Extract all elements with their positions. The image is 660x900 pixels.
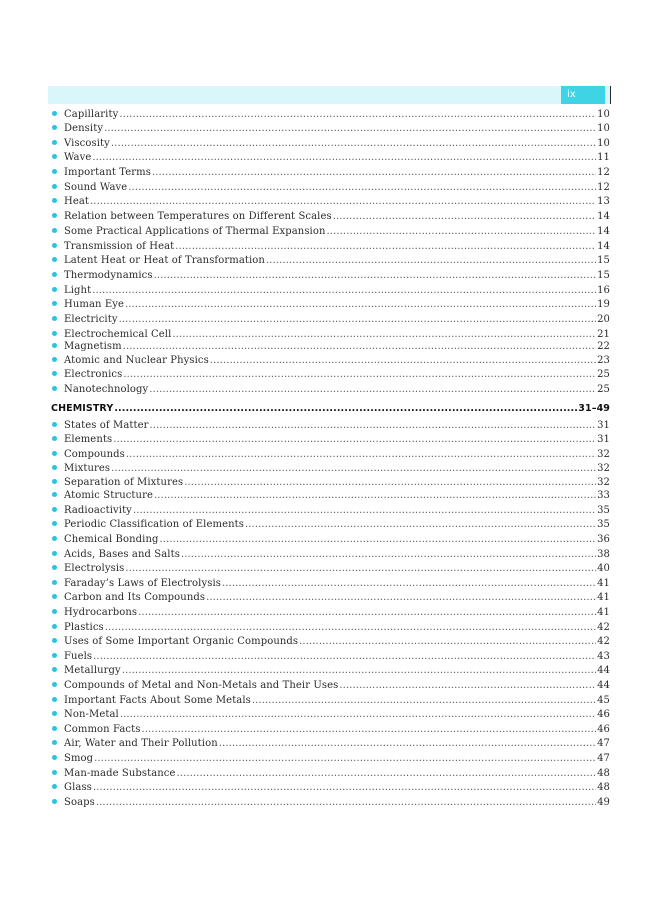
bullet-icon: [52, 638, 57, 643]
bullet-icon: [52, 436, 57, 441]
table-of-contents: [52, 107, 610, 810]
toc-entry[interactable]: [52, 462, 610, 477]
toc-entry-page: 49: [597, 796, 610, 808]
leader-dots: [125, 562, 596, 577]
leader-dots: [138, 606, 596, 621]
bullet-icon: [52, 653, 57, 658]
bullet-icon: [52, 536, 57, 541]
toc-entry[interactable]: [52, 752, 610, 767]
toc-entry[interactable]: [52, 577, 610, 592]
toc-entry-title: Density: [64, 123, 104, 134]
toc-entry[interactable]: [52, 240, 610, 255]
leader-dots: [123, 368, 596, 383]
leader-dots: [90, 195, 596, 210]
leader-dots: [93, 781, 596, 796]
toc-entry-title: Heat: [64, 196, 90, 208]
leader-dots: [222, 577, 596, 592]
leader-dots: [159, 533, 596, 548]
bullet-icon: [52, 479, 57, 484]
bullet-icon: [52, 451, 57, 456]
toc-entry-page: 46: [597, 723, 610, 735]
bullet-icon: [52, 492, 57, 497]
leader-dots: [113, 433, 596, 448]
toc-entry[interactable]: [52, 341, 610, 353]
toc-entry[interactable]: [52, 781, 610, 796]
toc-entry-title: Non-Metal: [64, 709, 119, 721]
bullet-icon: [52, 682, 57, 687]
toc-entry[interactable]: [52, 122, 610, 137]
toc-entry-title: Elements: [64, 434, 113, 446]
leader-dots: [122, 664, 596, 679]
toc-entry[interactable]: [52, 151, 610, 166]
leader-dots: [92, 151, 596, 166]
leader-dots: [120, 708, 596, 723]
toc-entry[interactable]: [52, 313, 610, 328]
toc-entry-page: 31: [597, 419, 610, 431]
toc-entry-title: Electricity: [64, 313, 118, 325]
toc-entry[interactable]: [52, 298, 610, 313]
leader-dots: [96, 796, 596, 811]
toc-entry-title: Chemical Bonding: [64, 534, 159, 546]
bullet-icon: [52, 521, 57, 526]
toc-entry-title: Uses of Some Important Organic Compounds: [64, 636, 299, 648]
toc-entry-title: Nanotechnology: [64, 383, 149, 395]
leader-dots: [128, 181, 596, 196]
toc-entry-page: 36: [597, 534, 610, 546]
toc-entry[interactable]: [52, 796, 610, 811]
toc-entry-title: Radioactivity: [64, 504, 132, 516]
page-number: ix: [567, 89, 576, 100]
toc-entry[interactable]: [52, 181, 610, 196]
leader-dots: [299, 635, 596, 650]
toc-entry[interactable]: [52, 518, 610, 533]
bullet-icon: [52, 301, 57, 306]
leader-dots: [266, 254, 596, 269]
section-pages: 31–49: [578, 402, 610, 414]
toc-entry[interactable]: [52, 254, 610, 269]
toc-entry-title: Relation between Temperatures on Different Scales: [64, 211, 332, 223]
toc-entry-title: Air, Water and Their Pollution: [64, 738, 218, 750]
toc-entry-page: 14: [597, 240, 610, 252]
bullet-icon: [52, 154, 57, 159]
toc-entry-page: 10: [597, 137, 610, 149]
bullet-icon: [52, 111, 57, 116]
toc-entry-title: Sound Wave: [64, 181, 128, 193]
section-heading-chemistry[interactable]: [51, 400, 610, 417]
bullet-icon: [52, 316, 57, 321]
section-title: CHEMISTRY: [51, 402, 114, 414]
toc-entry-page: 20: [597, 313, 610, 325]
toc-entry-page: 41: [597, 577, 610, 589]
toc-entry-title: Carbon and Its Compounds: [64, 592, 206, 604]
bullet-icon: [52, 198, 57, 203]
header-rule: [610, 86, 612, 104]
leader-dots: [93, 650, 596, 665]
bullet-icon: [52, 726, 57, 731]
toc-entry[interactable]: [52, 448, 610, 463]
leader-dots: [152, 166, 596, 181]
toc-entry-title: Important Terms: [64, 167, 151, 179]
toc-entry-title: Atomic Structure: [64, 490, 153, 502]
bullet-icon: [52, 287, 57, 292]
toc-entry[interactable]: [52, 195, 610, 210]
toc-entry-title: Glass: [64, 782, 92, 794]
leader-dots: [219, 737, 596, 752]
bullet-icon: [52, 755, 57, 760]
toc-entry-title: Hydrocarbons: [64, 607, 138, 619]
leader-dots: [111, 462, 596, 477]
leader-dots: [154, 488, 596, 504]
bullet-icon: [52, 799, 57, 804]
toc-entry-page: 14: [597, 211, 610, 223]
bullet-icon: [52, 140, 57, 145]
page-header-band: [48, 86, 611, 104]
toc-entry[interactable]: [52, 269, 610, 284]
toc-entry-page: 32: [597, 463, 610, 475]
toc-entry-page: 33: [597, 490, 610, 502]
toc-entry[interactable]: [52, 137, 610, 152]
toc-entry-title: Soaps: [64, 796, 95, 808]
toc-entry-page: 47: [597, 752, 610, 764]
toc-entry-title: Electrolysis: [64, 563, 125, 575]
toc-entry-page: 13: [597, 196, 610, 208]
toc-entry-page: 12: [597, 181, 610, 193]
toc-entry-title: Important Facts About Some Metals: [64, 694, 251, 706]
toc-entry-page: 10: [597, 109, 610, 120]
toc-entry-page: 10: [597, 123, 610, 134]
toc-entry[interactable]: [52, 225, 610, 240]
bullet-icon: [52, 551, 57, 556]
leader-dots: [339, 679, 596, 694]
leader-dots: [141, 723, 596, 738]
leader-dots: [105, 621, 596, 636]
toc-entry-page: 31: [597, 434, 610, 446]
leader-dots: [327, 225, 597, 240]
toc-entry-title: Viscosity: [64, 137, 110, 149]
toc-entry[interactable]: [52, 488, 610, 504]
toc-entry-title: Smog: [64, 752, 94, 764]
toc-entry-title: Metallurgy: [64, 665, 121, 677]
toc-entry-page: 22: [597, 341, 610, 353]
toc-entry-title: Latent Heat or Heat of Transformation: [64, 255, 265, 267]
toc-entry-title: Thermodynamics: [64, 269, 153, 281]
toc-entry[interactable]: [52, 635, 610, 650]
toc-entry-title: Light: [64, 284, 92, 296]
toc-entry[interactable]: [52, 708, 610, 723]
bullet-icon: [52, 580, 57, 585]
bullet-icon: [52, 465, 57, 470]
leader-dots: [123, 341, 596, 353]
leader-dots: [177, 767, 597, 782]
toc-entry[interactable]: [52, 368, 610, 383]
toc-entry-page: 45: [597, 694, 610, 706]
toc-entry-title: States of Matter: [64, 419, 149, 431]
page-number-badge: [561, 86, 605, 104]
bullet-icon: [52, 784, 57, 789]
leader-dots: [125, 298, 596, 313]
leader-dots: [104, 122, 596, 137]
toc-entry[interactable]: [52, 328, 610, 342]
bullet-icon: [52, 213, 57, 218]
bullet-icon: [52, 507, 57, 512]
bullet-icon: [52, 386, 57, 391]
leader-dots: [172, 328, 596, 342]
toc-entry-page: 35: [597, 519, 610, 531]
toc-entry-page: 11: [597, 152, 610, 164]
bullet-icon: [52, 184, 57, 189]
toc-entry-page: 19: [597, 299, 610, 311]
bullet-icon: [52, 740, 57, 745]
leader-dots: [210, 353, 596, 369]
leader-dots: [184, 477, 596, 489]
toc-entry-title: Capillarity: [64, 109, 119, 120]
bullet-icon: [52, 371, 57, 376]
toc-entry[interactable]: [52, 477, 610, 489]
toc-entry-page: 23: [597, 354, 610, 366]
toc-entry-title: Wave: [64, 152, 92, 164]
toc-entry-page: 41: [597, 592, 610, 604]
leader-dots: [175, 240, 596, 255]
bullet-icon: [52, 770, 57, 775]
toc-entry[interactable]: [52, 353, 610, 369]
toc-entry-page: 25: [597, 383, 610, 395]
bullet-icon: [52, 609, 57, 614]
bullet-icon: [52, 357, 57, 362]
toc-entry[interactable]: [52, 107, 610, 122]
toc-entry[interactable]: [52, 606, 610, 621]
bullet-icon: [52, 272, 57, 277]
toc-entry-page: 32: [597, 476, 610, 488]
bullet-icon: [52, 624, 57, 629]
toc-entry-title: Common Facts: [64, 723, 141, 735]
toc-entry-title: Compounds of Metal and Non-Metals and Their Uses: [64, 680, 339, 691]
toc-entry-title: Acids, Bases and Salts: [64, 548, 180, 560]
toc-entry-page: 12: [597, 167, 610, 179]
toc-entry-page: 46: [597, 709, 610, 721]
toc-entry[interactable]: [52, 533, 610, 548]
leader-dots: [333, 210, 596, 225]
toc-entry-page: 44: [597, 665, 610, 677]
toc-entry-page: 43: [597, 650, 610, 662]
toc-entry[interactable]: [52, 548, 610, 563]
toc-entry-title: Electronics: [64, 369, 123, 381]
bullet-icon: [52, 169, 57, 174]
toc-entry-page: 35: [597, 504, 610, 516]
toc-entry-page: 41: [597, 607, 610, 619]
toc-entry-title: Human Eye: [64, 299, 124, 311]
toc-entry-title: Electrochemical Cell: [64, 328, 172, 340]
toc-entry-title: Separation of Mixtures: [64, 476, 184, 488]
toc-entry-title: Man-made Substance: [64, 767, 176, 779]
toc-entry[interactable]: [52, 210, 610, 225]
toc-entry-title: Compounds: [64, 448, 125, 460]
toc-entry-page: 32: [597, 448, 610, 460]
toc-entry-page: 48: [597, 782, 610, 794]
toc-entry-page: 48: [597, 767, 610, 779]
toc-entry[interactable]: [52, 562, 610, 577]
toc-entry-title: Transmission of Heat: [64, 240, 175, 252]
toc-entry-page: 16: [597, 284, 610, 296]
toc-entry[interactable]: [52, 650, 610, 665]
toc-entry[interactable]: [52, 591, 610, 606]
leader-dots: [181, 548, 596, 563]
toc-entry-page: 42: [597, 636, 610, 648]
physics-entries: [52, 107, 610, 398]
leader-dots: [92, 284, 596, 299]
toc-entry[interactable]: [52, 679, 610, 694]
bullet-icon: [52, 125, 57, 130]
leader-dots: [94, 752, 596, 767]
toc-entry-title: Magnetism: [64, 341, 122, 353]
toc-entry-title: Mixtures: [64, 463, 111, 475]
toc-entry-page: 47: [597, 738, 610, 750]
bullet-icon: [52, 667, 57, 672]
toc-entry-page: 44: [597, 680, 610, 691]
bullet-icon: [52, 565, 57, 570]
bullet-icon: [52, 697, 57, 702]
leader-dots: [133, 504, 596, 519]
leader-dots: [206, 591, 596, 606]
toc-entry-page: 14: [597, 225, 610, 237]
bullet-icon: [52, 711, 57, 716]
bullet-icon: [52, 594, 57, 599]
toc-entry[interactable]: [52, 767, 610, 782]
toc-entry[interactable]: [52, 694, 610, 709]
leader-dots: [149, 383, 596, 398]
toc-entry[interactable]: [52, 419, 610, 434]
leader-dots: [119, 313, 596, 328]
leader-dots: [154, 269, 596, 284]
toc-entry-page: 21: [597, 328, 610, 340]
toc-entry[interactable]: [52, 737, 610, 752]
leader-dots: [111, 137, 596, 152]
bullet-icon: [52, 343, 57, 348]
toc-entry[interactable]: [52, 284, 610, 299]
toc-entry-page: 15: [597, 255, 610, 267]
toc-entry[interactable]: [52, 504, 610, 519]
toc-entry-title: Faraday’s Laws of Electrolysis: [64, 577, 221, 589]
toc-entry-page: 38: [597, 548, 610, 560]
toc-entry-title: Plastics: [64, 621, 104, 633]
bullet-icon: [52, 422, 57, 427]
toc-entry[interactable]: [52, 166, 610, 181]
toc-entry[interactable]: [52, 433, 610, 448]
toc-entry[interactable]: [52, 621, 610, 636]
toc-entry-page: 15: [597, 269, 610, 281]
toc-entry-page: 25: [597, 369, 610, 381]
toc-entry[interactable]: [52, 664, 610, 679]
leader-dots: [114, 400, 577, 417]
leader-dots: [150, 419, 597, 434]
bullet-icon: [52, 257, 57, 262]
leader-dots: [126, 448, 596, 463]
bullet-icon: [52, 331, 57, 336]
leader-dots: [119, 107, 596, 122]
bullet-icon: [52, 243, 57, 248]
bullet-icon: [52, 228, 57, 233]
leader-dots: [252, 694, 596, 709]
toc-entry[interactable]: [52, 723, 610, 738]
chemistry-entries: [52, 419, 610, 811]
toc-entry-title: Fuels: [64, 650, 93, 662]
toc-entry-title: Periodic Classification of Elements: [64, 519, 244, 531]
toc-entry-page: 40: [597, 563, 610, 575]
toc-entry-title: Atomic and Nuclear Physics: [64, 354, 209, 366]
leader-dots: [245, 518, 596, 533]
toc-entry-page: 42: [597, 621, 610, 633]
toc-entry[interactable]: [52, 383, 610, 398]
toc-entry-title: Some Practical Applications of Thermal Expansion: [64, 225, 326, 237]
